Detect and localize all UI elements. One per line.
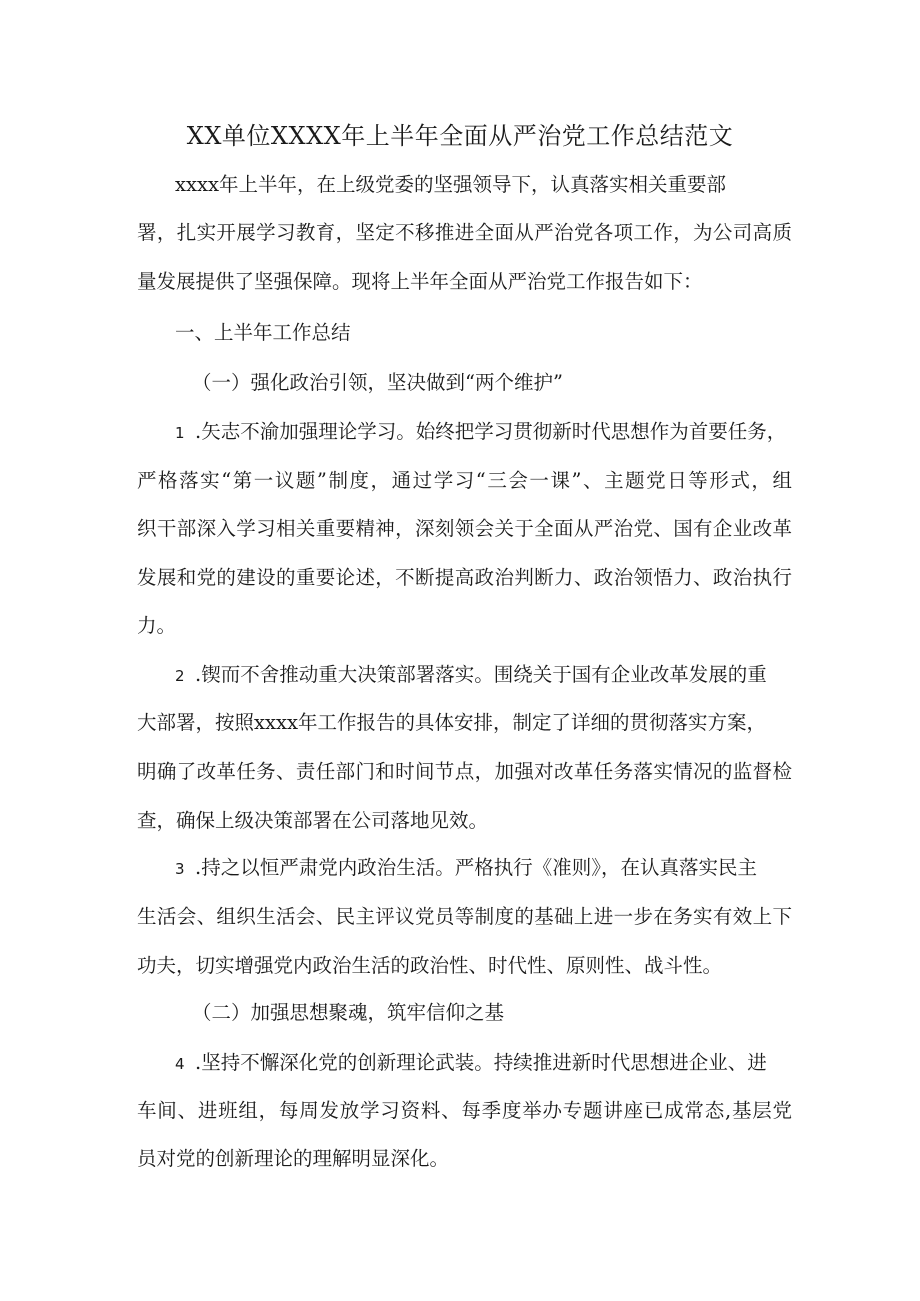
item-1-line-2: 严格落实“第一议题”制度，通过学习“三会一课”、主题党日等形式，组 xyxy=(137,469,792,492)
item-3-line-2: 生活会、组织生活会、民主评议党员等制度的基础上进一步在务实有效上下 xyxy=(137,905,792,928)
item-4-line-1: 4 .坚持不懈深化党的创新理论武装。持续推进新时代思想进企业、进 xyxy=(175,1048,767,1079)
intro-line-3: 量发展提供了坚强保障。现将上半年全面从严治党工作报告如下： xyxy=(137,270,703,293)
item-2-line-2: 大部署，按照xxxx年工作报告的具体安排，制定了详细的贯彻落实方案， xyxy=(137,711,766,734)
subsection-heading-2: （二）加强思想聚魂，筑牢信仰之基 xyxy=(192,1001,505,1024)
item-1-number: 1 xyxy=(175,424,185,442)
item-2-line-3: 明确了改革任务、责任部门和时间节点，加强对改革任务落实情况的监督检 xyxy=(137,760,792,783)
item-1-line-4: 发展和党的建设的重要论述，不断提高政治判断力、政治领悟力、政治执行 xyxy=(137,566,792,589)
item-3-line-3: 功夫，切实增强党内政治生活的政治性、时代性、原则性、战斗性。 xyxy=(137,954,723,977)
item-2-line-4: 查，确保上级决策部署在公司落地见效。 xyxy=(137,809,489,832)
item-4-line-3: 员对党的创新理论的理解明显深化。 xyxy=(137,1147,450,1170)
item-1-line-1: 1 .矢志不渝加强理论学习。始终把学习贯彻新时代思想作为首要任务， xyxy=(175,417,786,448)
document-title: XX单位XXXX年上半年全面从严治党工作总结范文 xyxy=(186,122,734,150)
item-2-number: 2 xyxy=(175,667,185,685)
item-4-number: 4 xyxy=(175,1055,185,1073)
intro-line-1: xxxx年上半年，在上级党委的坚强领导下，认真落实相关重要部 xyxy=(175,173,726,196)
item-3-number: 3 xyxy=(175,860,185,878)
section-heading-1: 一、上半年工作总结 xyxy=(175,321,351,344)
item-1-line-5: 力。 xyxy=(137,614,177,637)
subsection-heading-1: （一）强化政治引领，坚决做到“两个维护” xyxy=(192,371,563,394)
item-4-line-2: 车间、进班组，每周发放学习资料、每季度举办专题讲座已成常态,基层党 xyxy=(137,1099,792,1122)
item-2-line-1: 2 .锲而不舍推动重大决策部署落实。围绕关于国有企业改革发展的重 xyxy=(175,660,767,691)
intro-line-2: 署，扎实开展学习教育，坚定不移推进全面从严治党各项工作，为公司高质 xyxy=(137,221,792,244)
item-3-line-1: 3 .持之以恒严肃党内政治生活。严格执行《准则》，在认真落实民主 xyxy=(175,853,757,884)
item-1-line-3: 织干部深入学习相关重要精神，深刻领会关于全面从严治党、国有企业改革 xyxy=(137,517,792,540)
